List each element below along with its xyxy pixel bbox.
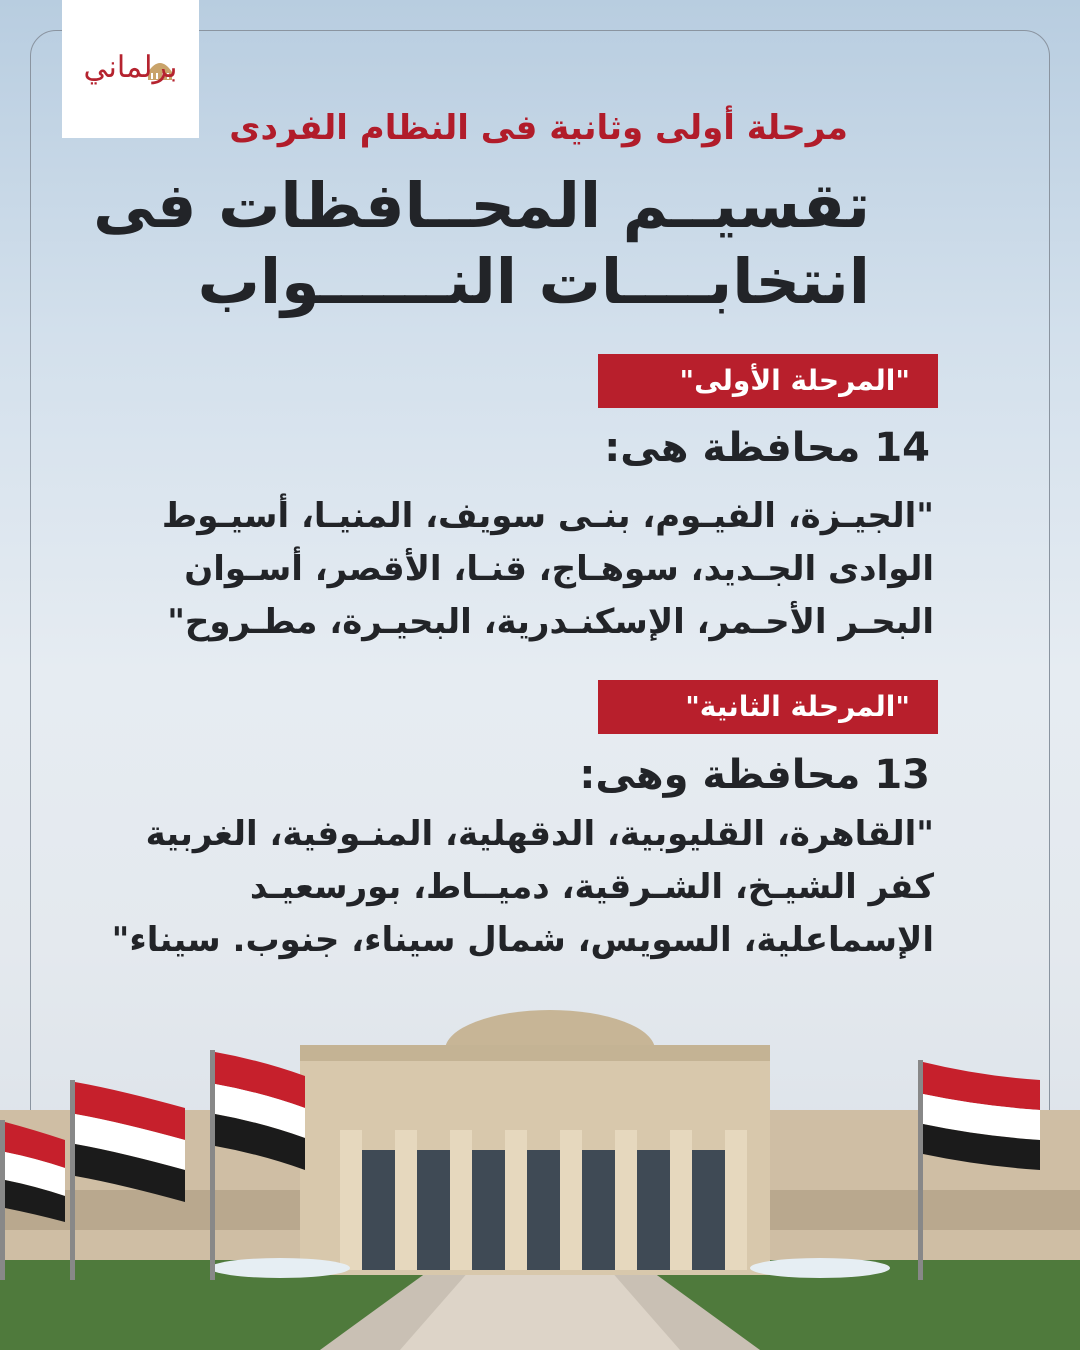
subtitle: مرحلة أولى وثانية فى النظام الفردى — [229, 108, 848, 148]
phase2-count: 13 محافظة وهى: — [579, 752, 930, 798]
page-title — [70, 168, 870, 320]
list-item: "الجيـزة، الفيـوم، بنـى سويف، المنيـا، أسيـوط — [161, 496, 934, 536]
phase1-count: 14 محافظة هى: — [604, 425, 930, 471]
list-item: كفر الشيـخ، الشـرقية، دميــاط، بورسعيـد — [249, 867, 934, 907]
list-item: "القاهرة، القليوبية، الدقهلية، المنـوفية، الغربية — [145, 814, 934, 854]
phase1-governorates — [134, 490, 934, 649]
phase2-governorates — [111, 808, 934, 967]
list-item: الوادى الجـديد، سوهـاج، قنـا، الأقصر، أسـوان — [184, 549, 934, 589]
phase1-badge: "المرحلة الأولى" — [598, 354, 938, 408]
title-line-1: تقسيــم المحــافظات فى — [93, 169, 870, 242]
logo-text: برلماني — [83, 50, 178, 85]
phase2-badge: "المرحلة الثانية" — [598, 680, 938, 734]
list-item: البحـر الأحـمر، الإسكنـدرية، البحيـرة، مطـروح" — [167, 602, 934, 642]
title-line-2: انتخابــــات النــــــواب — [197, 245, 870, 318]
list-item: الإسماعلية، السويس، شمال سيناء، جنوب. سيناء" — [111, 920, 934, 960]
parliament-building-illustration — [0, 990, 1080, 1350]
